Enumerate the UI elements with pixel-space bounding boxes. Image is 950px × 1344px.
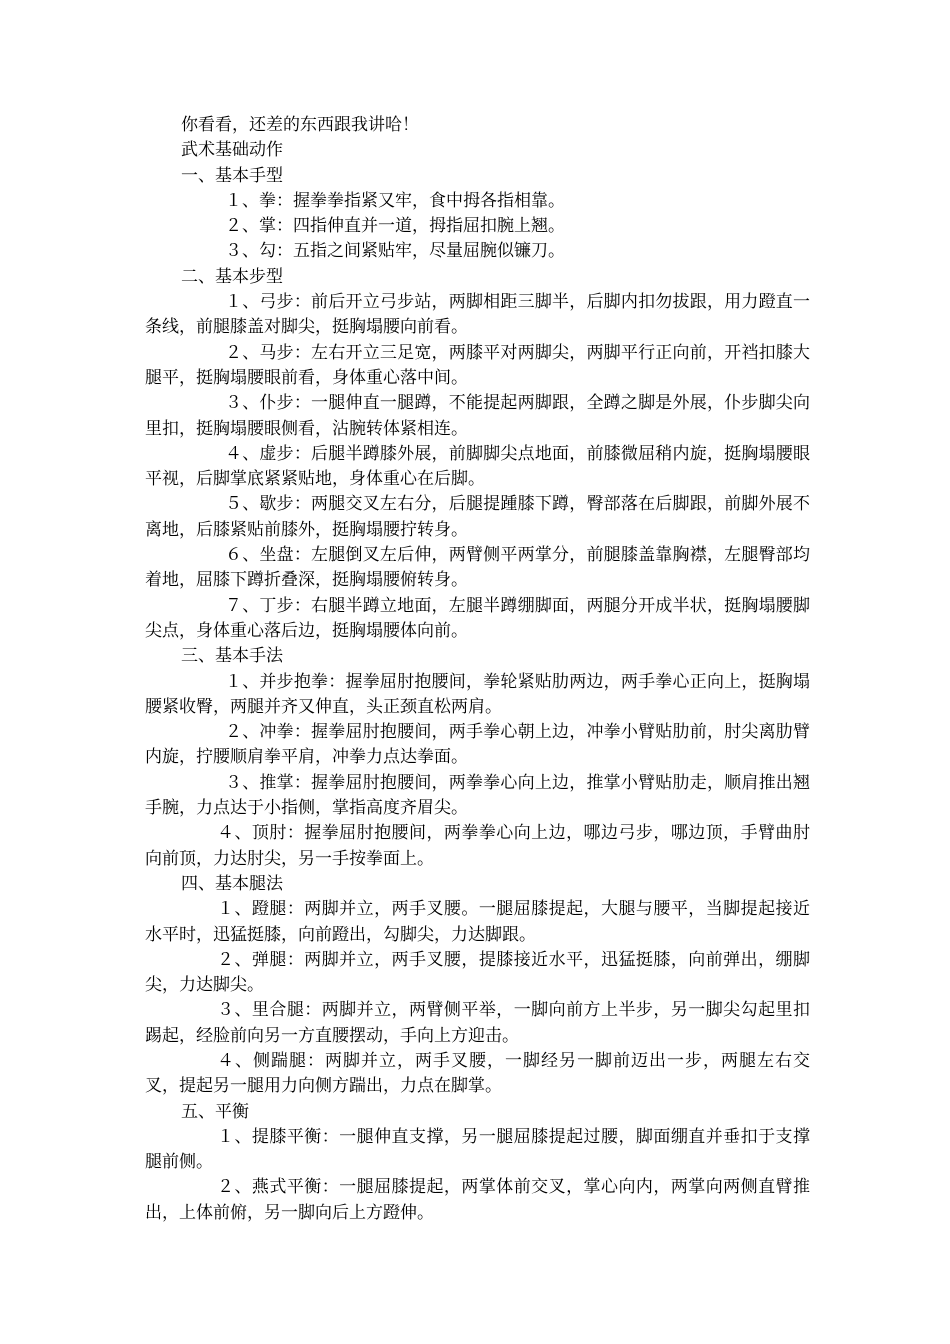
section-item: １、蹬腿：两脚并立，两手叉腰。一腿屈膝提起，大腿与腰平，当脚提起接近水平时，迅猛挺膝，向前蹬出，勾脚尖，力达脚跟。 — [145, 899, 810, 945]
section-item: ４、侧踹腿：两脚并立，两手叉腰，一脚经另一脚前迈出一步，两腿左右交叉，提起另一腿用力向侧方踹出，力点在脚掌。 — [145, 1050, 810, 1097]
section-item: ４、虚步：后腿半蹲膝外展，前脚脚尖点地面，前膝微屈稍内旋，挺胸塌腰眼平视，后脚掌底紧紧贴地，身体重心在后脚。 — [145, 443, 810, 490]
intro-line: 你看看，还差的东西跟我讲哈！ — [181, 115, 419, 135]
section-item: ５、歇步：两腿交叉左右分，后腿提踵膝下蹲，臀部落在后脚跟，前脚外展不离地，后膝紧贴前膝外，挺胸塌腰拧转身。 — [145, 494, 810, 540]
section-heading: 三、基本手法 — [181, 646, 283, 667]
section-heading: 二、基本步型 — [181, 266, 283, 287]
section-item: ６、坐盘：左腿倒叉左后伸，两臂侧平两掌分，前腿膝盖靠胸襟，左腿臀部均着地，屈膝下蹲折叠深，挺胸塌腰俯转身。 — [145, 545, 810, 591]
section-heading: 一、基本手型 — [181, 165, 283, 186]
document-title: 武术基础动作 — [181, 140, 283, 161]
section-item: ２、掌：四指伸直并一道，拇指屈扣腕上翘。 — [225, 216, 565, 237]
section-item: ３、勾：五指之间紧贴牢，尽量屈腕似镰刀。 — [225, 241, 565, 262]
section-heading: 四、基本腿法 — [181, 873, 283, 894]
section-item: ３、推掌：握拳屈肘抱腰间，两拳拳心向上边，推掌小臂贴肋走，顺肩推出翘手腕，力点达于小指侧，掌指高度齐眉尖。 — [145, 772, 810, 819]
section-item: ４、顶肘：握拳屈肘抱腰间，两拳拳心向上边，哪边弓步，哪边顶，手臂曲肘向前顶，力达肘尖，另一手按拳面上。 — [145, 823, 810, 869]
document-body — [145, 113, 810, 1226]
section-item: １、拳：握拳拳指紧又牢，食中拇各指相靠。 — [225, 190, 565, 211]
section-item: ２、冲拳：握拳屈肘抱腰间，两手拳心朝上边，冲拳小臂贴肋前，肘尖离肋臂内旋，拧腰顺肩拳平肩，冲拳力点达拳面。 — [145, 722, 810, 768]
section-item: ３、仆步：一腿伸直一腿蹲，不能提起两脚跟，全蹲之脚是外展，仆步脚尖向里扣，挺胸塌腰眼侧看，沾腕转体紧相连。 — [145, 393, 810, 439]
section-item: １、弓步：前后开立弓步站，两脚相距三脚半，后脚内扣勿拔跟，用力蹬直一条线，前腿膝盖对脚尖，挺胸塌腰向前看。 — [145, 292, 810, 338]
section-item: ２、弹腿：两脚并立，两手叉腰，提膝接近水平，迅猛挺膝，向前弹出，绷脚尖，力达脚尖。 — [145, 949, 810, 996]
section-item: １、并步抱拳：握拳屈肘抱腰间，拳轮紧贴肋两边，两手拳心正向上，挺胸塌腰紧收臀，两腿并齐又伸直，头正颈直松两肩。 — [145, 671, 810, 717]
section-heading: 五、平衡 — [181, 1101, 249, 1122]
section-item: １、提膝平衡：一腿伸直支撑，另一腿屈膝提起过腰，脚面绷直并垂扣于支撑腿前侧。 — [145, 1126, 810, 1173]
section-item: ２、马步：左右开立三足宽，两膝平对两脚尖，两脚平行正向前，开裆扣膝大腿平，挺胸塌腰眼前看，身体重心落中间。 — [145, 342, 810, 388]
section-item: ７、丁步：右腿半蹲立地面，左腿半蹲绷脚面，两腿分开成半状，挺胸塌腰脚尖点，身体重心落后边，挺胸塌腰体向前。 — [145, 595, 810, 641]
section-item: ２、燕式平衡：一腿屈膝提起，两掌体前交叉，掌心向内，两掌向两侧直臂推出，上体前俯，另一脚向后上方蹬伸。 — [145, 1177, 810, 1223]
section-item: ３、里合腿：两脚并立，两臂侧平举，一脚向前方上半步，另一脚尖勾起里扣踢起，经脸前向另一方直腰摆动，手向上方迎击。 — [145, 1000, 810, 1046]
